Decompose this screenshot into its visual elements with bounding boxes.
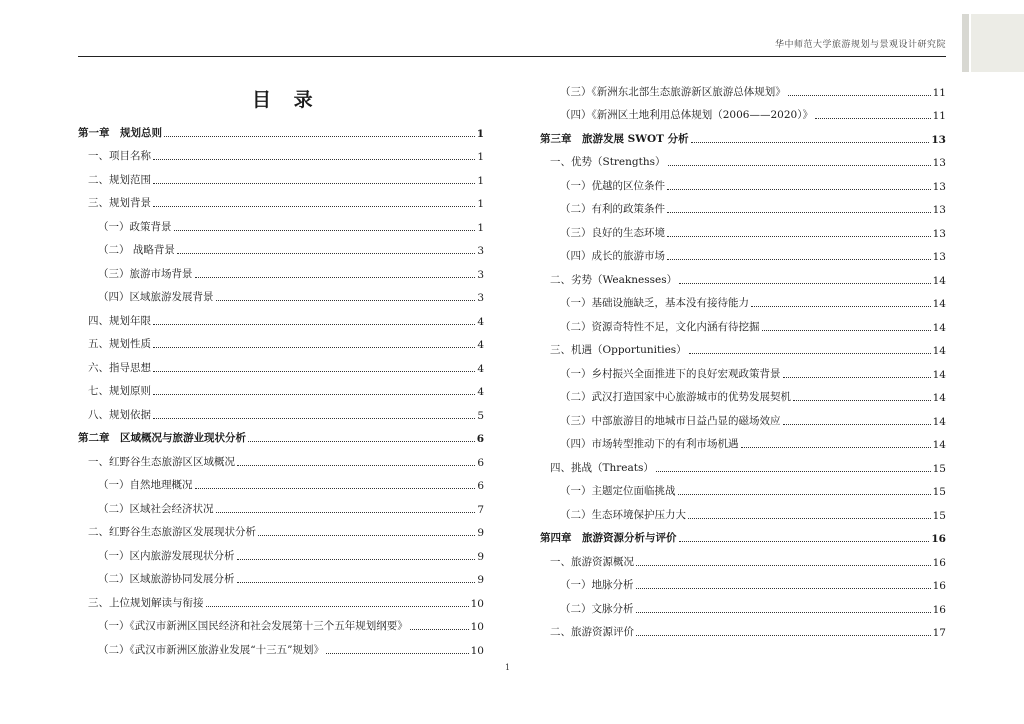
toc-entry[interactable]: [540, 404, 946, 428]
dot-leader: [153, 394, 475, 395]
toc-entry-page: 4: [477, 386, 484, 398]
dot-leader: [195, 277, 476, 278]
toc-chapter-entry[interactable]: [78, 422, 484, 446]
toc-entry[interactable]: [540, 169, 946, 193]
dot-leader: [783, 377, 931, 378]
toc-entry-label: 七、规划原则: [88, 385, 151, 397]
toc-entry-label: （二）有利的政策条件: [560, 203, 665, 215]
toc-entry[interactable]: [78, 610, 484, 634]
dot-leader: [258, 535, 475, 536]
toc-entry-page: 7: [477, 503, 484, 516]
toc-entry-label: 三、机遇（Opportunities）: [550, 344, 687, 356]
toc-entry[interactable]: [78, 586, 484, 610]
toc-entry-label: （一）主题定位面临挑战: [560, 485, 676, 497]
toc-entry[interactable]: [540, 99, 946, 123]
dot-leader: [688, 518, 931, 519]
toc-entry[interactable]: [78, 351, 484, 375]
toc-entry-label: （一）乡村振兴全面推进下的良好宏观政策背景: [560, 367, 781, 380]
toc-entry-page: 15: [932, 486, 946, 498]
toc-entry-page: 1: [476, 127, 484, 140]
dot-leader: [216, 300, 476, 301]
toc-entry-page: 14: [932, 298, 946, 310]
toc-entry-label: （三）旅游市场背景: [98, 267, 193, 280]
toc-entry-page: 9: [477, 574, 484, 586]
toc-entry-page: 17: [932, 627, 946, 639]
toc-entry[interactable]: [78, 375, 484, 399]
toc-entry[interactable]: [78, 304, 484, 328]
dot-leader: [667, 212, 931, 213]
toc-entry[interactable]: [78, 633, 484, 657]
toc-entry-page: 9: [477, 527, 484, 539]
toc-entry[interactable]: [78, 563, 484, 587]
dot-leader: [636, 565, 931, 566]
corner-tab: [971, 14, 1024, 72]
toc-entry-page: 3: [477, 268, 484, 281]
dot-leader: [679, 541, 930, 542]
toc-entry-page: 14: [932, 321, 946, 334]
toc-entry[interactable]: [540, 75, 946, 99]
toc-entry[interactable]: [78, 328, 484, 352]
toc-entry-label: （一）基础设施缺乏，基本没有接待能力: [560, 297, 749, 309]
page-number: 1: [505, 663, 511, 672]
dot-leader: [153, 324, 475, 325]
dot-leader: [793, 400, 931, 401]
toc-entry-label: 二、旅游资源评价: [550, 626, 634, 638]
toc-entry-label: （四）《新洲区土地利用总体规划（2006——2020）》: [560, 109, 813, 121]
dot-leader: [788, 95, 931, 96]
dot-leader: [177, 253, 475, 254]
dot-leader: [668, 165, 931, 166]
toc-entry[interactable]: [78, 398, 484, 422]
toc-entry[interactable]: [78, 140, 484, 164]
toc-entry-label: （二）《武汉市新洲区旅游业发展“十三五”规划》: [98, 643, 324, 656]
toc-entry-label: 五、规划性质: [88, 338, 151, 350]
toc-entry[interactable]: [78, 187, 484, 211]
toc-entry-label: 一、项目名称: [88, 150, 151, 162]
toc-entry[interactable]: [540, 428, 946, 452]
toc-entry-page: 6: [477, 456, 484, 469]
toc-entry-page: 4: [477, 339, 484, 351]
toc-entry-page: 13: [932, 227, 946, 240]
toc-entry[interactable]: [78, 492, 484, 516]
dot-leader: [248, 441, 475, 442]
toc-entry-label: （四）成长的旅游市场: [560, 250, 665, 262]
dot-leader: [174, 230, 476, 231]
toc-entry[interactable]: [540, 569, 946, 593]
toc-chapter-entry[interactable]: [78, 116, 484, 140]
toc-entry-label: （一）政策背景: [98, 220, 172, 233]
toc-entry-label: （二）资源奇特性不足，文化内涵有待挖掘: [560, 320, 760, 333]
toc-entry[interactable]: [78, 234, 484, 258]
toc-entry-label: 二、规划范围: [88, 173, 151, 186]
dot-leader: [689, 353, 931, 354]
dot-leader: [815, 118, 931, 119]
toc-entry-page: 14: [932, 439, 946, 451]
toc-entry[interactable]: [78, 257, 484, 281]
dot-leader: [667, 236, 931, 237]
toc-entry-label: 三、上位规划解读与衔接: [88, 596, 204, 609]
toc-entry-label: （四）区域旅游发展背景: [98, 291, 214, 303]
toc-entry-label: 三、规划背景: [88, 197, 151, 209]
toc-entry-page: 4: [477, 362, 484, 375]
dot-leader: [153, 418, 475, 419]
toc-chapter-entry[interactable]: [540, 522, 946, 546]
toc-entry[interactable]: [540, 616, 946, 640]
header-institution: 华中师范大学旅游规划与景观设计研究院: [774, 40, 946, 50]
toc-entry-label: （二）文脉分析: [560, 602, 634, 615]
toc-entry-label: （三）中部旅游目的地城市日益凸显的磁场效应: [560, 414, 781, 427]
header-rule: [78, 56, 946, 57]
toc-entry-label: 八、规划依据: [88, 408, 151, 421]
toc-entry-page: 14: [932, 274, 946, 287]
dot-leader: [762, 330, 931, 331]
dot-leader: [656, 471, 931, 472]
toc-entry-page: 16: [932, 556, 946, 569]
toc-entry[interactable]: [540, 592, 946, 616]
toc-entry-label: 四、规划年限: [88, 314, 151, 327]
toc-entry-page: 16: [932, 603, 946, 616]
toc-entry-page: 5: [477, 409, 484, 422]
dot-leader: [636, 588, 931, 589]
toc-entry-page: 13: [932, 180, 946, 193]
dot-leader: [741, 447, 931, 448]
dot-leader: [153, 206, 475, 207]
toc-entry-page: 15: [932, 462, 946, 475]
toc-entry-page: 1: [477, 198, 484, 210]
dot-leader: [667, 259, 931, 260]
toc-entry[interactable]: [540, 498, 946, 522]
toc-entry-label: 一、红野谷生态旅游区区域概况: [88, 455, 235, 468]
toc-entry-label: （一）自然地理概况: [98, 479, 193, 491]
dot-leader: [410, 629, 469, 630]
toc-entry-page: 10: [470, 621, 484, 633]
toc-entry-page: 13: [931, 133, 946, 146]
dot-leader: [679, 283, 930, 284]
dot-leader: [153, 183, 475, 184]
dot-leader: [216, 512, 476, 513]
toc-entry-page: 15: [932, 509, 946, 522]
toc-entry-page: 11: [932, 86, 946, 99]
toc-entry-label: 二、红野谷生态旅游区发展现状分析: [88, 526, 256, 538]
toc-entry-label: （三）《新洲东北部生态旅游新区旅游总体规划》: [560, 85, 786, 98]
toc-entry-label: （一）优越的区位条件: [560, 179, 665, 192]
toc-entry-page: 1: [477, 221, 484, 234]
toc-right-column: [540, 75, 946, 639]
toc-entry-label: 二、劣势（Weaknesses）: [550, 273, 678, 286]
toc-entry-label: （四）市场转型推动下的有利市场机遇: [560, 438, 739, 450]
toc-entry-page: 13: [932, 251, 946, 263]
toc-entry-page: 11: [932, 110, 946, 122]
toc-entry-page: 4: [477, 315, 484, 328]
toc-entry-label: （二）区域旅游协同发展分析: [98, 573, 235, 585]
dot-leader: [206, 606, 469, 607]
dot-leader: [153, 159, 475, 160]
dot-leader: [636, 612, 931, 613]
toc-entry[interactable]: [78, 445, 484, 469]
toc-entry-label: 六、指导思想: [88, 361, 151, 374]
toc-chapter-entry[interactable]: [540, 122, 946, 146]
toc-entry[interactable]: [540, 545, 946, 569]
toc-entry-page: 3: [477, 292, 484, 304]
toc-entry-page: 6: [476, 433, 484, 445]
dot-leader: [636, 635, 931, 636]
toc-entry[interactable]: [78, 539, 484, 563]
toc-entry-page: 14: [932, 392, 946, 404]
dot-leader: [237, 465, 475, 466]
toc-entry-page: 14: [932, 415, 946, 428]
dot-leader: [783, 424, 931, 425]
dot-leader: [751, 306, 931, 307]
toc-entry-page: 13: [932, 157, 946, 169]
toc-entry-page: 6: [477, 480, 484, 492]
toc-entry-label: 四、挑战（Threats）: [550, 461, 654, 474]
dot-leader: [237, 582, 476, 583]
toc-entry-label: 第四章 旅游资源分析与评价: [540, 532, 677, 544]
toc-entry-label: 一、旅游资源概况: [550, 555, 634, 568]
dot-leader: [667, 189, 931, 190]
toc-entry[interactable]: [540, 287, 946, 311]
toc-entry-page: 3: [477, 245, 484, 257]
corner-tab-strip: [962, 14, 969, 72]
dot-leader: [164, 136, 475, 137]
toc-title: 目 录: [252, 89, 321, 111]
toc-entry[interactable]: [78, 469, 484, 493]
toc-entry[interactable]: [540, 381, 946, 405]
toc-entry-label: （一）区内旅游发展现状分析: [98, 549, 235, 562]
toc-entry-label: （二） 战略背景: [98, 244, 175, 256]
toc-entry-page: 10: [470, 597, 484, 610]
toc-entry-page: 1: [477, 151, 484, 163]
toc-entry[interactable]: [540, 146, 946, 170]
toc-entry[interactable]: [540, 310, 946, 334]
toc-entry-label: （二）生态环境保护压力大: [560, 508, 686, 521]
toc-entry-label: 第二章 区域概况与旅游业现状分析: [78, 432, 246, 444]
toc-entry-label: （二）武汉打造国家中心旅游城市的优势发展契机: [560, 391, 791, 403]
toc-entry[interactable]: [540, 240, 946, 264]
toc-entry-label: （一）地脉分析: [560, 579, 634, 591]
toc-entry-page: 14: [932, 368, 946, 381]
toc-entry[interactable]: [78, 163, 484, 187]
toc-entry-page: 1: [477, 174, 484, 187]
toc-entry[interactable]: [540, 193, 946, 217]
toc-entry[interactable]: [540, 263, 946, 287]
dot-leader: [237, 559, 476, 560]
dot-leader: [153, 371, 475, 372]
toc-entry[interactable]: [540, 357, 946, 381]
toc-entry-label: （三）良好的生态环境: [560, 226, 665, 239]
toc-entry[interactable]: [540, 216, 946, 240]
toc-entry[interactable]: [78, 516, 484, 540]
toc-entry-label: 第三章 旅游发展 SWOT 分析: [540, 132, 689, 145]
toc-entry-page: 14: [932, 345, 946, 357]
toc-entry-page: 13: [932, 204, 946, 216]
toc-entry[interactable]: [540, 451, 946, 475]
toc-entry-page: 16: [931, 533, 946, 545]
toc-entry[interactable]: [540, 334, 946, 358]
toc-entry[interactable]: [78, 210, 484, 234]
dot-leader: [678, 494, 931, 495]
toc-entry-page: 16: [932, 580, 946, 592]
dot-leader: [195, 488, 476, 489]
toc-entry-label: （一）《武汉市新洲区国民经济和社会发展第十三个五年规划纲要》: [98, 620, 408, 632]
toc-entry-label: 第一章 规划总则: [78, 126, 162, 139]
toc-entry-label: 一、优势（Strengths）: [550, 156, 666, 168]
dot-leader: [153, 347, 475, 348]
dot-leader: [691, 142, 930, 143]
toc-entry-label: （二）区域社会经济状况: [98, 502, 214, 515]
toc-left-column: [78, 116, 484, 657]
dot-leader: [326, 653, 469, 654]
toc-entry-page: 9: [477, 550, 484, 563]
toc-entry[interactable]: [540, 475, 946, 499]
toc-entry[interactable]: [78, 281, 484, 305]
toc-entry-page: 10: [470, 644, 484, 657]
